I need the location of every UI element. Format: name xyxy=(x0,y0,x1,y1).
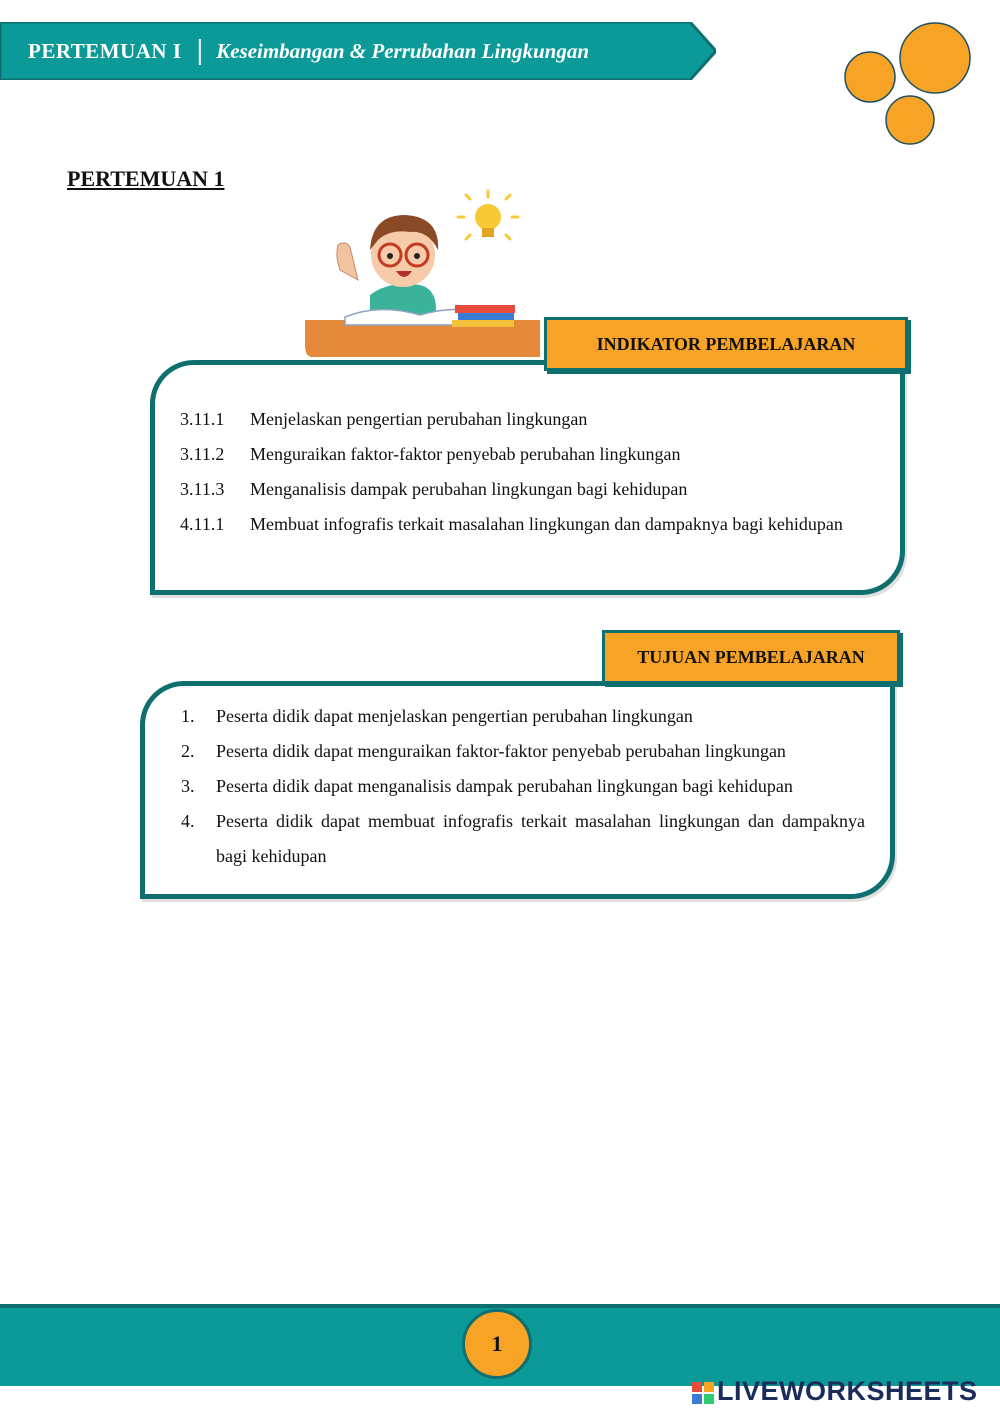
header-separator: | xyxy=(196,35,203,66)
header-label: PERTEMUAN I xyxy=(28,39,182,63)
decorative-circles xyxy=(838,18,978,148)
header-subtitle: Keseimbangan & Perrubahan Lingkungan xyxy=(216,39,590,63)
tujuan-item xyxy=(181,804,865,874)
book-red xyxy=(455,305,515,313)
indikator-item-text: Menjelaskan pengertian perubahan lingkungan xyxy=(250,409,588,429)
tujuan-item-text: Peserta didik dapat menjelaskan pengertian perubahan lingkungan xyxy=(216,706,693,726)
lightbulb-icon xyxy=(458,191,518,239)
book-yellow xyxy=(452,320,514,327)
deco-circle-left xyxy=(845,52,895,102)
indikator-item-number: 4.11.1 xyxy=(180,514,225,534)
indikator-item-number: 3.11.1 xyxy=(180,409,225,429)
book-blue xyxy=(458,313,514,320)
student-illustration xyxy=(300,185,550,360)
page-heading: PERTEMUAN 1 xyxy=(67,166,225,191)
tujuan-title: TUJUAN PEMBELAJARAN xyxy=(602,630,900,684)
indikator-item-number: 3.11.2 xyxy=(180,444,225,464)
tujuan-item xyxy=(181,769,865,804)
tujuan-item-number: 2. xyxy=(181,741,195,761)
watermark-text: LIVEWORKSHEETS xyxy=(717,1376,978,1406)
indikator-item-text: Menguraikan faktor-faktor penyebab perubahan lingkungan xyxy=(250,444,681,464)
indikator-item-text: Membuat infografis terkait masalahan lingkungan dan dampaknya bagi kehidupan xyxy=(250,514,843,534)
indikator-item-number: 3.11.3 xyxy=(180,479,225,499)
indikator-item-text: Menganalisis dampak perubahan lingkungan bagi kehidupan xyxy=(250,479,688,499)
indikator-item xyxy=(180,472,875,507)
tujuan-item-text: Peserta didik dapat menganalisis dampak perubahan lingkungan bagi kehidupan xyxy=(216,776,793,796)
liveworksheets-logo-icon xyxy=(692,1382,714,1404)
tujuan-item-number: 4. xyxy=(181,811,195,831)
header-banner xyxy=(0,22,716,80)
deco-circle-bottom xyxy=(886,96,934,144)
liveworksheets-watermark[interactable] xyxy=(692,1374,978,1408)
tujuan-item-text: Peserta didik dapat membuat infografis terkait masalahan lingkungan dan dampaknya bagi kehidupan xyxy=(216,811,865,866)
raised-hand xyxy=(337,243,358,280)
indikator-item xyxy=(180,437,875,472)
header-text xyxy=(28,22,589,80)
indikator-item xyxy=(180,402,875,437)
tujuan-item-number: 1. xyxy=(181,706,195,726)
tujuan-item xyxy=(181,699,865,734)
tujuan-item xyxy=(181,734,865,769)
tujuan-item-number: 3. xyxy=(181,776,195,796)
deco-circle-large xyxy=(900,23,970,93)
indikator-list xyxy=(180,402,875,542)
tujuan-item-text: Peserta didik dapat menguraikan faktor-faktor penyebab perubahan lingkungan xyxy=(216,741,786,761)
indikator-title: INDIKATOR PEMBELAJARAN xyxy=(544,317,908,371)
page-number-badge: 1 xyxy=(462,1309,532,1379)
tujuan-list xyxy=(181,699,865,874)
indikator-item xyxy=(180,507,875,542)
